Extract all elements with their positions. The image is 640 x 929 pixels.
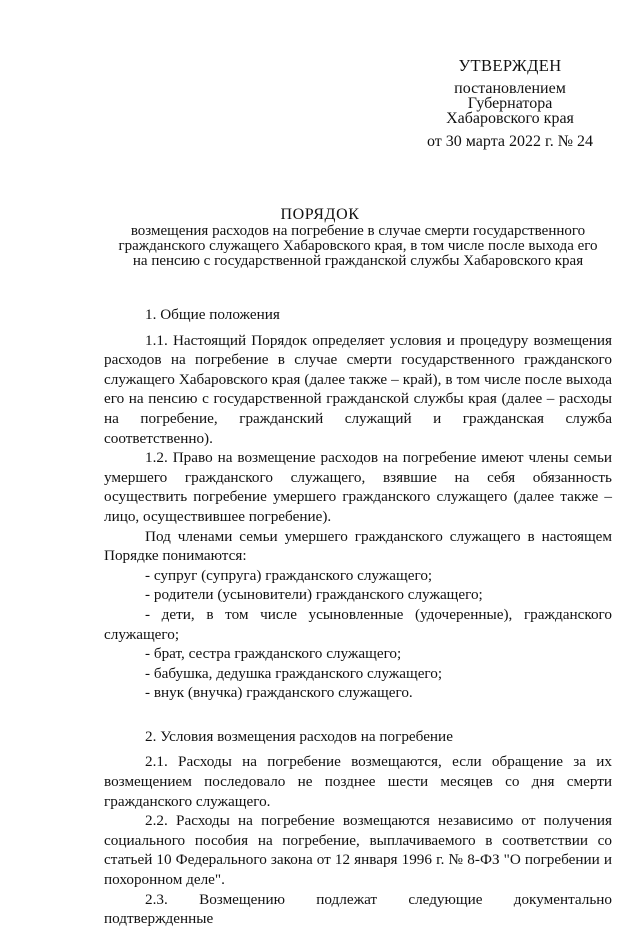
list-item: - дети, в том числе усыновленные (удочеренные), гражданского служащего; [104, 605, 612, 643]
list-item: - бабушка, дедушка гражданского служащего; [145, 664, 443, 682]
list-item: - брат, сестра гражданского служащего; [145, 645, 402, 663]
paragraph-2-2: 2.2. Расходы на погребение возмещаются независимо от получения социального пособия на погребение, выплачиваемого в соответствии со статьей 10 Федерального закона от 12 января 1996 г. № 8-ФЗ "О погребении и похоронном деле". [104, 812, 612, 889]
list-item: - родители (усыновители) гражданского служащего; [145, 586, 483, 604]
section-heading-2: 2. Условия возмещения расходов на погребение [145, 727, 453, 745]
paragraph-2-3: 2.3. Возмещению подлежат следующие документально подтвержденные [104, 890, 612, 928]
list-item: - супруг (супруга) гражданского служащего; [145, 566, 433, 584]
paragraph-1-2: 1.2. Право на возмещение расходов на погребение имеют члены семьи умершего гражданского служащего, взявшие на себя обязанность осуществить погребение умершего гражданского служащего (далее также – лицо, осуществившее погребение). [104, 449, 612, 525]
approval-date: от 30 марта 2022 г. № 24 [427, 133, 593, 150]
approval-block [420, 58, 600, 149]
subtitle-line-2: гражданского служащего Хабаровского края, в том числе после выхода его [118, 238, 598, 254]
paragraph-1-1: 1.1. Настоящий Порядок определяет условия и процедуру возмещения расходов на погребение в случае смерти государственного гражданского служащего Хабаровского края (далее также – край), в том числе после выхода его на пенсию с государственной гражданской службы края (далее – расходы на погребение, гражданский служащий и гражданская служба соответственно). [104, 331, 612, 447]
approval-line-2: Губернатора [467, 95, 553, 112]
document-subtitle [100, 224, 616, 269]
subtitle-line-3: на пенсию с государственной гражданской службы Хабаровского края [132, 253, 584, 269]
approval-stamp-word: УТВЕРЖДЕН [458, 56, 562, 75]
section-heading-1: 1. Общие положения [145, 306, 280, 323]
list-item: - внук (внучка) гражданского служащего. [145, 684, 413, 702]
paragraph-family-intro: Под членами семьи умершего гражданского служащего в настоящем Порядке понимаются: [104, 527, 612, 565]
approval-line-1: постановлением [454, 80, 566, 97]
subtitle-line-1: возмещения расходов на погребение в случае смерти государственного [130, 223, 586, 239]
document-title: ПОРЯДОК [280, 206, 360, 223]
document-body [104, 305, 612, 929]
approval-line-3: Хабаровского края [446, 110, 574, 127]
paragraph-2-1: 2.1. Расходы на погребение возмещаются, если обращение за их возмещением последовало не позднее шести месяцев со дня смерти гражданского служащего. [104, 753, 612, 810]
